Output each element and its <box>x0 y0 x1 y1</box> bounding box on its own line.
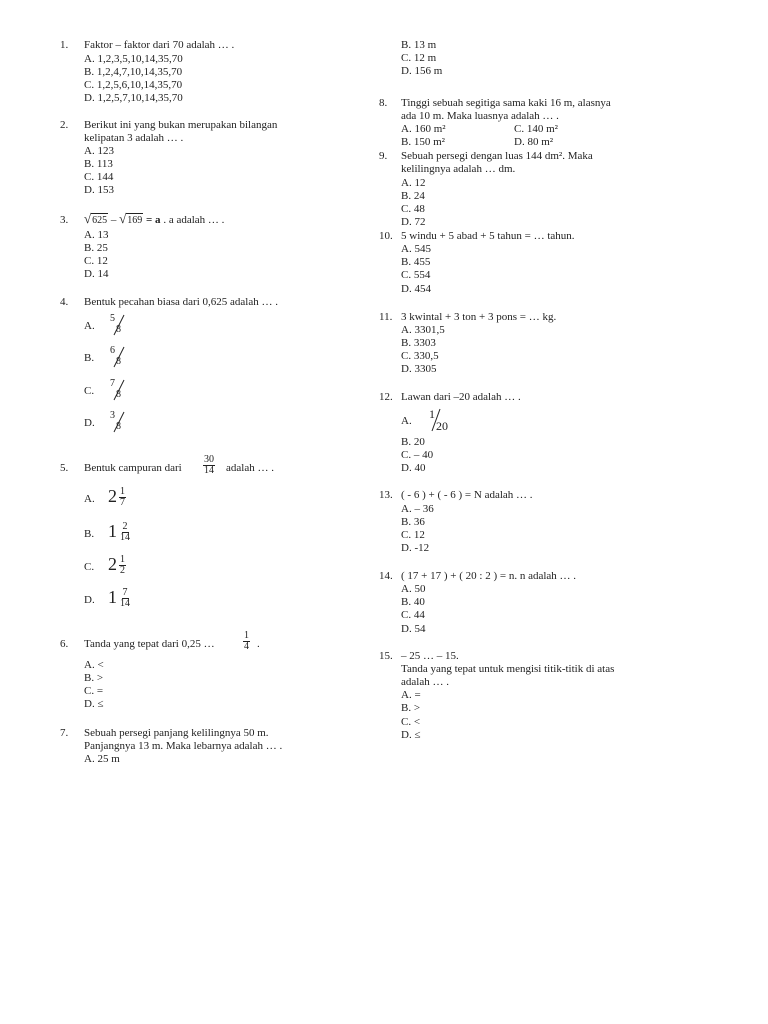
q4-text: Bentuk pecahan biasa dari 0,625 adalah … . <box>84 296 278 308</box>
q5-option-d-letter: D. <box>84 594 95 606</box>
q5-text-post: adalah … . <box>226 462 274 474</box>
q11-text: 3 kwintal + 3 ton + 3 pons = … kg. <box>401 311 557 323</box>
q11-option-d: D. 3305 <box>401 363 437 375</box>
q6-option-c: C. = <box>84 685 104 697</box>
q5-number: 5. <box>60 462 69 474</box>
q5-option-b-mixed: 1 $\frac{2}{14}$ <box>108 521 130 544</box>
q5-fraction: $\frac{30}{14}$ <box>204 454 214 476</box>
q1-number: 1. <box>60 39 69 51</box>
q1-option-b: B. 1,2,4,7,10,14,35,70 <box>84 66 183 78</box>
q2-option-c: C. 144 <box>84 171 114 183</box>
q2-option-d: D. 153 <box>84 184 114 196</box>
q9-number: 9. <box>379 150 388 162</box>
q3-option-c: C. 12 <box>84 255 108 267</box>
q2-option-a: A. 123 <box>84 145 114 157</box>
q5-option-c-letter: C. <box>84 561 95 573</box>
q2-line2: kelipatan 3 adalah … . <box>84 132 184 144</box>
q4-option-c-fraction: 7 8 <box>110 378 126 402</box>
q2-number: 2. <box>60 119 69 131</box>
q14-option-c: C. 44 <box>401 609 425 621</box>
q13-option-d: D. -12 <box>401 542 430 554</box>
q8-option-b: B. 150 m² <box>401 136 445 148</box>
q6-option-b: B. > <box>84 672 104 684</box>
q2-line1: Berikut ini yang bukan merupakan bilangan <box>84 119 278 131</box>
q12-option-d: D. 40 <box>401 462 426 474</box>
q5-option-a-mixed: 2 $\frac{1}{7}$ <box>108 486 125 509</box>
q14-option-d: D. 54 <box>401 623 426 635</box>
q14-text: ( 17 + 17 ) + ( 20 : 2 ) = n. n adalah … . <box>401 570 577 582</box>
q2-option-b: B. 113 <box>84 158 113 170</box>
q1-text: Faktor – faktor dari 70 adalah … . <box>84 39 235 51</box>
q7-line1: Sebuah persegi panjang kelilingnya 50 m. <box>84 727 269 739</box>
q13-number: 13. <box>379 489 393 501</box>
q15-text: – 25 … – 15. <box>401 650 459 662</box>
q15-option-d: D. ≤ <box>401 729 421 741</box>
q3-equals: = a <box>146 214 161 226</box>
radical-icon: √ <box>84 211 92 226</box>
q15-line2: Tanda yang tepat untuk mengisi titik-titik di atas <box>401 663 615 675</box>
q5-option-c-mixed: 2 $\frac{1}{2}$ <box>108 554 125 577</box>
q10-option-a: A. 545 <box>401 243 431 255</box>
q3-option-a: A. 13 <box>84 229 109 241</box>
q7-option-a: A. 25 m <box>84 753 120 765</box>
q10-number: 10. <box>379 230 393 242</box>
q10-option-b: B. 455 <box>401 256 431 268</box>
q13-option-a: A. – 36 <box>401 503 434 515</box>
q4-option-a-fraction: 5 8 <box>110 313 126 337</box>
q11-option-a: A. 3301,5 <box>401 324 445 336</box>
q6-fraction: $\frac{1}{4}$ <box>244 630 249 652</box>
q12-option-a-letter: A. <box>401 415 412 427</box>
q4-option-d-fraction: 3 8 <box>110 410 126 434</box>
q8-option-a: A. 160 m² <box>401 123 446 135</box>
q15-option-a: A. = <box>401 689 421 701</box>
q8-option-d: D. 80 m² <box>514 136 554 148</box>
q3-radicand-1: 625 <box>92 215 108 226</box>
q11-number: 11. <box>379 311 393 323</box>
q11-option-b: B. 3303 <box>401 337 436 349</box>
q5-text-pre: Bentuk campuran dari <box>84 462 182 474</box>
q9-option-b: B. 24 <box>401 190 425 202</box>
q6-text-pre: Tanda yang tepat dari 0,25 … <box>84 638 215 650</box>
q8-line2: ada 10 m. Maka luasnya adalah … . <box>401 110 559 122</box>
q3-rest: . a adalah … . <box>163 214 225 226</box>
q9-option-c: C. 48 <box>401 203 425 215</box>
q10-option-c: C. 554 <box>401 269 431 281</box>
q13-option-b: B. 36 <box>401 516 425 528</box>
q9-option-a: A. 12 <box>401 177 426 189</box>
q9-option-d: D. 72 <box>401 216 426 228</box>
q4-option-d-letter: D. <box>84 417 95 429</box>
q3-number: 3. <box>60 214 69 226</box>
q4-option-b-fraction: 6 8 <box>110 345 126 369</box>
q15-option-c: C. < <box>401 716 421 728</box>
radical-icon: √ <box>119 211 127 226</box>
q13-text: ( - 6 ) + ( - 6 ) = N adalah … . <box>401 489 533 501</box>
q3-radicand-2: 169 <box>127 215 143 226</box>
q5-option-b-letter: B. <box>84 528 95 540</box>
q11-option-c: C. 330,5 <box>401 350 439 362</box>
q4-option-c-letter: C. <box>84 385 95 397</box>
q15-number: 15. <box>379 650 393 662</box>
q5-option-a-letter: A. <box>84 493 95 505</box>
q8-line1: Tinggi sebuah segitiga sama kaki 16 m, alasnya <box>401 97 611 109</box>
q12-option-b: B. 20 <box>401 436 425 448</box>
q3-option-b: B. 25 <box>84 242 108 254</box>
q14-number: 14. <box>379 570 393 582</box>
q4-number: 4. <box>60 296 69 308</box>
q7-option-d: D. 156 m <box>401 65 443 77</box>
q6-number: 6. <box>60 638 69 650</box>
q14-option-b: B. 40 <box>401 596 425 608</box>
q3-expression <box>84 212 224 227</box>
q10-option-d: D. 454 <box>401 283 431 295</box>
q5-option-d-mixed: 1 $\frac{7}{14}$ <box>108 587 130 610</box>
q6-text-post: . <box>257 638 260 650</box>
q1-option-d: D. 1,2,5,7,10,14,35,70 <box>84 92 183 104</box>
q7-option-c: C. 12 m <box>401 52 437 64</box>
q12-number: 12. <box>379 391 393 403</box>
q12-text: Lawan dari –20 adalah … . <box>401 391 521 403</box>
q7-option-b: B. 13 m <box>401 39 437 51</box>
q4-option-a-letter: A. <box>84 320 95 332</box>
q9-line2: kelilingnya adalah … dm. <box>401 163 516 175</box>
q9-line1: Sebuah persegi dengan luas 144 dm². Maka <box>401 150 593 162</box>
q15-line3: adalah … . <box>401 676 449 688</box>
q6-option-d: D. ≤ <box>84 698 104 710</box>
q8-option-c: C. 140 m² <box>514 123 558 135</box>
q12-option-c: C. – 40 <box>401 449 434 461</box>
q8-number: 8. <box>379 97 388 109</box>
q13-option-c: C. 12 <box>401 529 425 541</box>
q4-option-b-letter: B. <box>84 352 95 364</box>
q7-line2: Panjangnya 13 m. Maka lebarnya adalah … . <box>84 740 283 752</box>
q15-option-b: B. > <box>401 702 421 714</box>
q1-option-a: A. 1,2,3,5,10,14,35,70 <box>84 53 183 65</box>
q7-number: 7. <box>60 727 69 739</box>
q1-option-c: C. 1,2,5,6,10,14,35,70 <box>84 79 183 91</box>
q12-option-a-fraction: 1 20 <box>429 407 448 433</box>
q3-minus: – <box>110 214 117 226</box>
q6-option-a: A. < <box>84 659 104 671</box>
q14-option-a: A. 50 <box>401 583 426 595</box>
q10-text: 5 windu + 5 abad + 5 tahun = … tahun. <box>401 230 575 242</box>
q3-option-d: D. 14 <box>84 268 109 280</box>
